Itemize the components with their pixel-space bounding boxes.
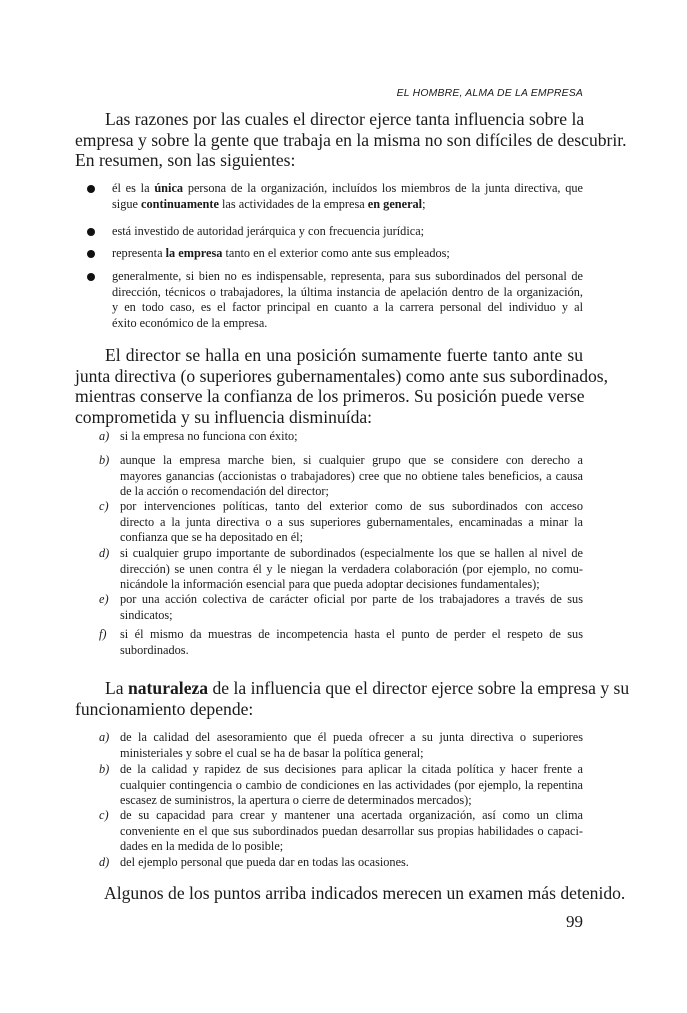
text-line <box>112 300 583 316</box>
text-line <box>120 499 583 515</box>
text-segment: las actividades de la empresa <box>218 196 368 211</box>
text-segment: comprometida y su influencia disminuída: <box>75 406 373 427</box>
list-label: f) <box>99 627 107 641</box>
text-segment: empresa y sobre la gente que trabaja en la misma no son difíciles de descubrir. <box>75 129 627 150</box>
text-line <box>75 109 583 130</box>
list-label: c) <box>99 499 109 513</box>
text-line <box>120 746 583 762</box>
bullet-icon <box>87 273 95 281</box>
text-segment: El director se halla en una posición sumamente fuerte tanto ante su <box>105 345 583 365</box>
text-segment: sigue <box>112 196 142 211</box>
list-item <box>99 808 583 855</box>
list-label: d) <box>99 546 110 560</box>
text-segment: dirección) se unen contra él y le niegan la verdadera colaboración (por ejemplo, no comu- <box>120 561 583 576</box>
bold-text: en general <box>367 196 423 211</box>
text-segment: directo a la junta directiva o a sus superiores gubernamentales, encaminadas a minar la <box>120 514 583 529</box>
bullet-item <box>112 269 583 331</box>
text-line <box>112 269 583 285</box>
text-segment: de la calidad y rapidez de sus decisiones para aplicar la citada política y hacer frente a <box>120 762 583 776</box>
text-segment: de su capacidad para crear y mantener una acertada organización, así como un clima <box>120 808 583 822</box>
text-line <box>120 592 583 608</box>
text-line <box>75 407 583 428</box>
text-segment: subordinados. <box>120 642 189 657</box>
page-number: 99 <box>566 912 583 931</box>
text-segment: por intervenciones políticas, tanto del exterior como de sus subordinados con acceso <box>120 499 583 513</box>
bullet-item <box>112 246 583 262</box>
paragraph-position <box>75 345 609 427</box>
text-line <box>75 365 609 387</box>
text-segment: si cualquier grupo importante de subordinados (especialmente los que se hallen al nivel de <box>120 546 583 560</box>
list-label: a) <box>99 429 110 443</box>
list-item <box>99 730 583 761</box>
text-segment: escasez de suministros, la apertura o cierre de determinados mercados); <box>120 793 472 808</box>
bold-text: única <box>154 181 184 195</box>
list-item <box>99 546 583 593</box>
bold-text: naturaleza <box>127 678 209 698</box>
text-segment: nicándole la información esencial para que pueda adoptar decisiones fundamentales); <box>120 577 540 592</box>
text-line <box>120 469 583 485</box>
running-header: EL HOMBRE, ALMA DE LA EMPRESA <box>396 88 583 99</box>
text-line <box>112 224 583 240</box>
text-line <box>120 839 583 855</box>
list-label: e) <box>99 592 109 606</box>
text-segment: junta directiva (o superiores gubernamentales) como ante sus subordinados, <box>75 365 609 386</box>
text-line <box>112 316 583 332</box>
list-label: c) <box>99 808 109 822</box>
bullet-icon <box>87 250 95 258</box>
list-item <box>99 499 583 546</box>
text-line <box>120 808 583 824</box>
list-label: d) <box>99 855 110 869</box>
text-segment: está investido de autoridad jerárquica y con frecuencia jurídica; <box>112 224 425 238</box>
bold-text: continuamente <box>141 196 219 211</box>
text-line <box>75 345 583 366</box>
text-segment: conveniente en el que sus subordinados puedan desarrollar sus propias habilidades o capaci- <box>120 823 583 838</box>
text-segment: éxito económico de la empresa. <box>112 315 268 330</box>
list-item <box>99 855 583 871</box>
text-line <box>120 577 583 593</box>
text-segment: por una acción colectiva de carácter oficial por parte de los trabajadores a través de sus <box>120 592 583 606</box>
text-segment: generalmente, si bien no es indispensable, representa, para sus subordinados del personal de <box>112 269 583 283</box>
text-line <box>120 730 583 746</box>
list-item <box>99 592 583 623</box>
closing-sentence: Algunos de los puntos arriba indicados merecen un examen más detenido. <box>104 883 626 903</box>
list-label: b) <box>99 762 110 776</box>
text-segment: Las razones por las cuales el director ejerce tanta influencia sobre la <box>105 109 585 129</box>
text-segment: sindicatos; <box>120 607 173 622</box>
text-line <box>120 643 583 659</box>
text-segment: cualquier contingencia o cambio de condiciones en las actividades (por ejemplo, la repentina <box>120 777 583 792</box>
text-segment: persona de la organización, incluídos los miembros de la junta directiva, que <box>183 181 584 195</box>
text-line <box>112 197 583 213</box>
text-segment: de la calidad del asesoramiento que él pueda ofrecer a su junta directiva o superiores <box>120 730 583 744</box>
text-segment: si él mismo da muestras de incompetencia hasta el punto de perder el respeto de sus <box>120 627 583 641</box>
text-line <box>112 181 583 197</box>
text-segment: representa <box>112 246 166 260</box>
text-segment: de la acción o recomendación del director; <box>120 484 329 499</box>
text-line <box>120 562 583 578</box>
text-segment: En resumen, son las siguientes: <box>75 150 296 171</box>
text-segment: dades en la medida de lo posible; <box>120 839 284 854</box>
text-line <box>120 762 583 778</box>
text-segment: dirección, técnicos o trabajadores, la última instancia de apelación dentro de la organización, <box>112 284 583 299</box>
bullet-item <box>112 224 583 240</box>
text-segment: de la influencia que el director ejerce sobre la empresa y su <box>208 678 630 698</box>
text-line <box>120 530 583 546</box>
text-segment: y en todo caso, es el factor principal en cuanto a la carrera personal del individuo y al <box>112 300 583 315</box>
text-line <box>112 246 583 262</box>
text-line <box>120 824 583 840</box>
text-line <box>120 855 583 871</box>
list-item <box>99 762 583 809</box>
bullet-item <box>112 181 583 212</box>
text-line <box>75 129 627 151</box>
text-line <box>75 150 583 171</box>
text-segment: mientras conserve la confianza de los primeros. Su posición puede verse <box>75 386 585 407</box>
text-segment: del ejemplo personal que pueda dar en todas las ocasiones. <box>120 855 409 869</box>
text-line <box>120 484 583 500</box>
text-segment: si la empresa no funciona con éxito; <box>120 429 298 443</box>
bullet-icon <box>87 228 95 236</box>
text-line <box>120 453 583 469</box>
paragraph-nature <box>75 678 630 719</box>
text-line <box>75 699 583 720</box>
text-line <box>120 608 583 624</box>
list-label: b) <box>99 453 110 467</box>
text-segment: aunque la empresa marche bien, si cualquier grupo que se considere con derecho a <box>120 453 583 467</box>
list-item <box>99 429 583 445</box>
text-line <box>120 429 583 445</box>
text-segment: funcionamiento depende: <box>75 698 254 719</box>
text-line <box>120 627 583 643</box>
bullet-icon <box>87 185 95 193</box>
text-line <box>120 793 583 809</box>
text-line <box>120 546 583 562</box>
list-item <box>99 627 583 658</box>
text-segment: él es la <box>112 181 155 195</box>
text-line <box>120 778 583 794</box>
text-segment: tanto en el exterior como ante sus empleados; <box>222 246 450 260</box>
text-segment: ministeriales y sobre el cual se ha de basar la política general; <box>120 745 424 760</box>
text-line <box>75 386 583 407</box>
list-item <box>99 453 583 500</box>
text-segment: La <box>105 678 128 698</box>
text-line <box>112 285 583 301</box>
list-label: a) <box>99 730 110 744</box>
text-line <box>75 678 630 699</box>
text-line <box>120 515 583 531</box>
text-segment: confianza que se ha depositado en él; <box>120 530 304 545</box>
paragraph-reasons <box>75 109 627 171</box>
text-segment: ; <box>422 196 426 211</box>
bold-text: la empresa <box>165 246 223 260</box>
text-segment: mayores ganancias (accionistas o trabajadores) cree que no obtiene tales beneficios, a causa <box>120 468 583 483</box>
